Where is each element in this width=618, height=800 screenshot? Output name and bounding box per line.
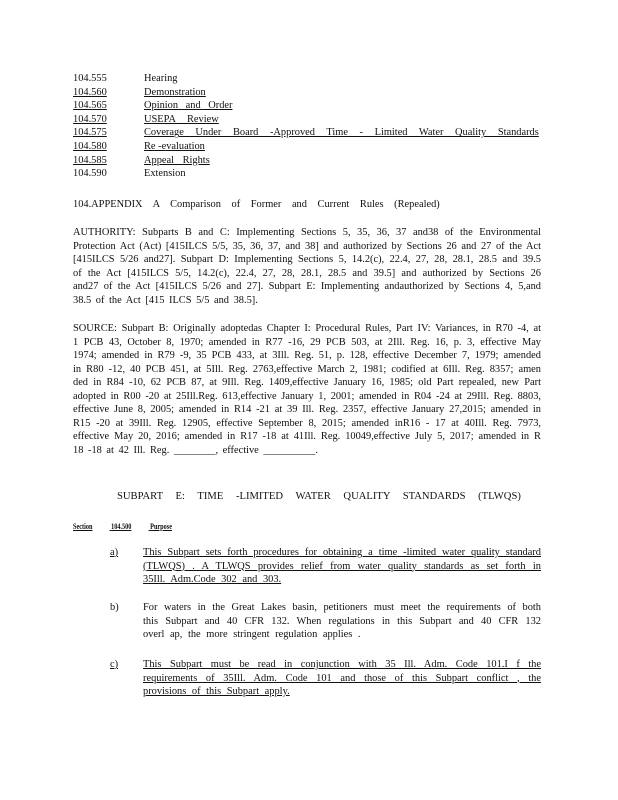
item-text: This Subpart must be read in conjunction with 35 Ill. Adm. Code 101.I f the requirements of 35Ill. Adm. Code 101 and those of this Subpart conflict , the provisions of this Subpart apply. [143,659,541,697]
item-text: This Subpart sets forth procedures for obtaining a time -limited water quality standard (TLWQS) . A TLWQS provides relief from water quality standards as set forth in 35Ill. Adm.Code 302 and 303. [143,547,541,585]
toc-section-number: 104.590 [73,168,107,180]
section-number: 104.500 [111,522,132,531]
toc-row [73,99,539,113]
toc-section-number: 104.575 [73,127,107,139]
toc-row [73,167,539,181]
section-heading [73,520,189,534]
section-label: Section [73,522,93,531]
toc-section-title: Appeal Rights [144,154,210,166]
item-text: For waters in the Great Lakes basin, petitioners must meet the requirements of both this Subpart and 40 CFR 132. When regulations in this Subpart and 40 CFR 132 overl ap, the more stringent regulation applies . [143,602,541,640]
table-of-contents [73,72,539,181]
item-label: a) [110,547,119,558]
appendix-line: 104.APPENDIX A Comparison of Former and Current Rules (Repealed) [73,199,440,210]
toc-section-title: Extension [144,168,186,180]
toc-row [73,86,539,100]
item-label: b) [110,602,119,613]
subpart-heading: SUBPART E: TIME -LIMITED WATER QUALITY STANDARDS (TLWQS) [117,491,521,502]
toc-section-number: 104.580 [73,140,107,152]
toc-row [73,154,539,168]
toc-row [73,113,539,127]
toc-section-number: 104.565 [73,100,107,112]
toc-section-number: 104.560 [73,86,107,98]
toc-section-title: Hearing [144,73,178,84]
source-paragraph: SOURCE: Subpart B: Originally adoptedas Chapter I: Procedural Rules, Part IV: Variances, in R70 -4, at 1 PCB 43, October 8, 1970; amended in R77 -16, 29 PCB 503, at 2Ill. Reg. 16, p. 3, effective May 1974; amended in R79 -9, 35 PCB 433, at 3Ill. Reg. 51, p. 128, effective December 7, 1979; amended in R80 -12, 40 PCB 451, at 5Ill. Reg. 2763,effective March 2, 1981; codified at 6Ill. Reg. 8357; amen ded in R84 -10, 62 PCB 87, at 9Ill. Reg. 1409,effective January 16, 1985; old Part repealed, new Part adopted in R00 -20 at 25Ill.Reg. 613,effective January 1, 2001; amended in R04 -24 at 29Ill. Reg. 8803, effective June 8, 2005; amended in R14 -21 at 39 Ill. Reg. 2357, effective January 27,2015; amended in R15 -20 at 39Ill. Reg. 12905, effective September 8, 2015; amended inR16 - 17 at 40Ill. Reg. 7973, effective May 20, 2016; amended in R17 -18 at 41Ill. Reg. 10049,effective July 5, 2017; amended in R 18 -18 at 42 Ill. Reg. ________, effective __________. [73,323,541,456]
toc-section-title: Opinion and Order [144,100,233,112]
toc-section-number: 104.570 [73,113,107,125]
item-label: c) [110,659,119,670]
authority-paragraph: AUTHORITY: Subparts B and C: Implementing Sections 5, 35, 36, 37 and38 of the Environmental Protection Act (Act) [415ILCS 5/5, 35, 36, 37, and 38] and authorized by Sections 26 and 27 of the Act [415ILCS 5/26 and27]. Subpart D: Implementing Sections 5, 14.2(c), 22.4, 27, 28, 28.1, 28.5 and 39.5 of the Act [415ILCS 5/5, 14.2(c), 22.4, 27, 28, 28.1, 28.5 and 39.5] and authorized by Sections 26 and27 of the Act [415ILCS 5/26 and 27]. Subpart E: Implementing andauthorized by Sections 4, 5,and 38.5 of the Act [415 ILCS 5/5 and 38.5]. [73,227,541,306]
toc-section-title: Demonstration [144,86,206,98]
toc-section-title: Coverage Under Board -Approved Time - Limited Water Quality Standards [144,127,539,139]
toc-row [73,140,539,154]
toc-section-number: 104.585 [73,154,107,166]
toc-section-title: USEPA Review [144,113,219,125]
toc-row [73,126,539,140]
toc-section-number: 104.555 [73,73,107,84]
toc-section-title: Re -evaluation [144,140,205,152]
section-title: Purpose [150,522,172,531]
toc-row [73,72,539,86]
